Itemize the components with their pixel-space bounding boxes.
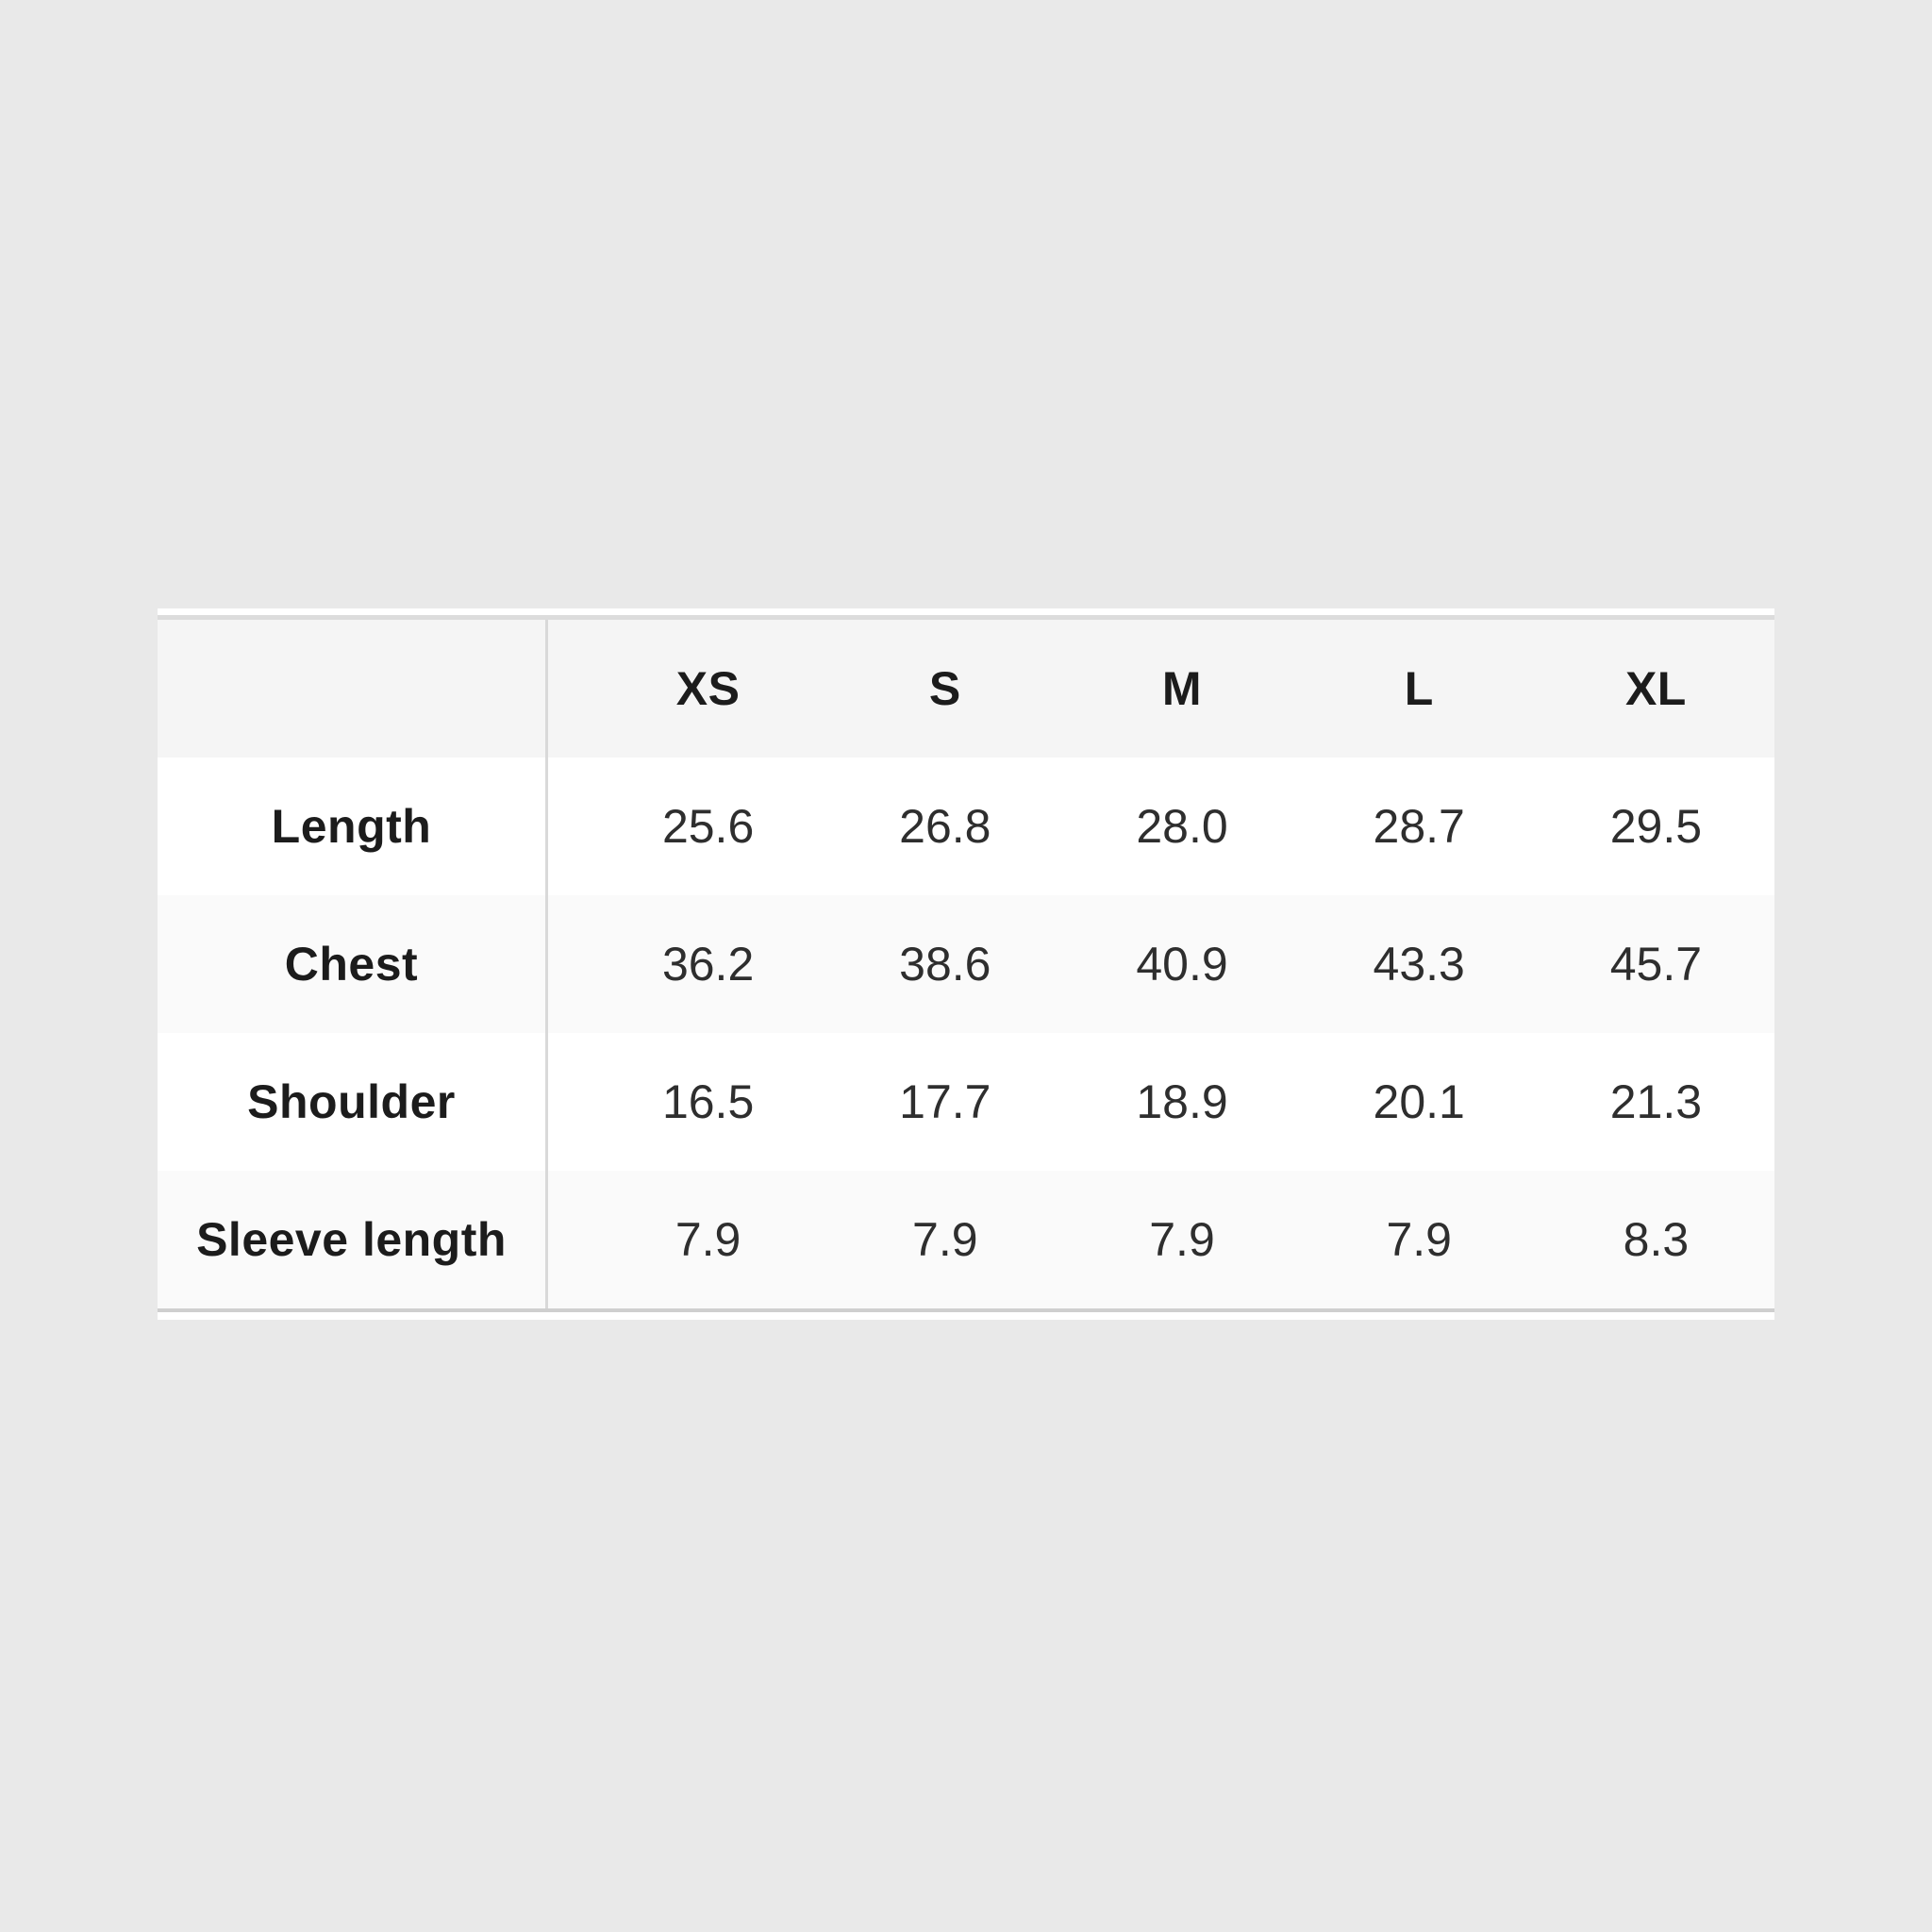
value-length-m: 28.0 bbox=[1136, 800, 1228, 853]
header-cells bbox=[548, 620, 1774, 758]
value-sleeve-m: 7.9 bbox=[1149, 1213, 1215, 1266]
row-label-shoulder: Shoulder bbox=[158, 1033, 548, 1171]
value-sleeve-l: 7.9 bbox=[1386, 1213, 1452, 1266]
table-row-sleeve-length bbox=[158, 1171, 1774, 1308]
value-shoulder-xs: 16.5 bbox=[661, 1075, 755, 1128]
row-cells-shoulder bbox=[548, 1033, 1774, 1171]
value-length-xs: 25.6 bbox=[661, 800, 755, 853]
column-header-xl: XL bbox=[1624, 662, 1687, 715]
table-row-length bbox=[158, 758, 1774, 895]
row-cells-chest bbox=[548, 895, 1774, 1033]
value-length-l: 28.7 bbox=[1373, 800, 1465, 853]
size-chart-table bbox=[158, 615, 1774, 1312]
value-length-xl: 29.5 bbox=[1609, 800, 1703, 853]
row-label-sleeve-length: Sleeve length bbox=[158, 1171, 548, 1308]
column-header-m: M bbox=[1161, 662, 1203, 715]
table-row-chest bbox=[158, 895, 1774, 1033]
value-sleeve-xs: 7.9 bbox=[675, 1213, 741, 1266]
value-sleeve-s: 7.9 bbox=[912, 1213, 978, 1266]
column-header-xs: XS bbox=[675, 662, 741, 715]
size-chart-card bbox=[158, 608, 1774, 1320]
value-shoulder-xl: 21.3 bbox=[1609, 1075, 1703, 1128]
column-header-s: S bbox=[928, 662, 961, 715]
value-shoulder-l: 20.1 bbox=[1373, 1075, 1465, 1128]
table-header-row bbox=[158, 620, 1774, 758]
value-chest-l: 43.3 bbox=[1373, 938, 1465, 991]
value-shoulder-s: 17.7 bbox=[899, 1075, 991, 1128]
value-chest-s: 38.6 bbox=[899, 938, 991, 991]
value-chest-m: 40.9 bbox=[1136, 938, 1228, 991]
table-row-shoulder bbox=[158, 1033, 1774, 1171]
column-header-l: L bbox=[1404, 662, 1434, 715]
row-cells-sleeve-length bbox=[548, 1171, 1774, 1308]
row-cells-length bbox=[548, 758, 1774, 895]
value-chest-xs: 36.2 bbox=[661, 938, 755, 991]
value-shoulder-m: 18.9 bbox=[1136, 1075, 1228, 1128]
value-chest-xl: 45.7 bbox=[1609, 938, 1703, 991]
row-label-chest: Chest bbox=[158, 895, 548, 1033]
header-corner-cell bbox=[158, 620, 548, 758]
row-label-length: Length bbox=[158, 758, 548, 895]
value-sleeve-xl: 8.3 bbox=[1623, 1213, 1690, 1266]
value-length-s: 26.8 bbox=[899, 800, 991, 853]
